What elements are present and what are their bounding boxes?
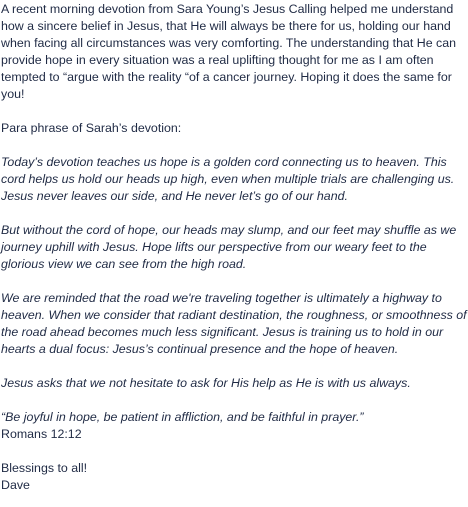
closing-line: Blessings to all! [1, 461, 88, 475]
devotion-paragraph-2: But without the cord of hope, our heads may slump, and our feet may shuffle as we journey uphill with Jesus. Hope lifts our perspective from our weary feet to the glorious view we can see from the high road. [1, 223, 457, 271]
spacer [1, 103, 467, 120]
intro-paragraph: A recent morning devotion from Sara Young’s Jesus Calling helped me understand how a sincere belief in Jesus, that He will always be there for us, holding our hand when facing all circumstances was very comforting. The understanding that He can provide hope in every situation was a real uplifting thought for me as I am often tempted to “argue with the reality “of a cancer journey. Hoping it does the same for you! [1, 2, 457, 101]
spacer [1, 273, 467, 290]
paraphrase-heading: Para phrase of Sarah’s devotion: [1, 121, 182, 135]
signature: Dave [1, 478, 30, 492]
devotion-paragraph-4: Jesus asks that we not hesitate to ask for His help as He is with us always. [1, 376, 411, 390]
spacer [1, 358, 467, 375]
devotion-paragraph-3: We are reminded that the road we're traveling together is ultimately a highway to heaven. When we consider that radiant destination, the roughness, or smoothness of the road ahead becomes much less significant. Jesus is training us to hold in our hearts a dual focus: Jesus’s continual presence and the hope of heaven. [1, 291, 467, 356]
verse-reference: Romans 12:12 [1, 427, 82, 441]
spacer [1, 205, 467, 222]
spacer [1, 137, 467, 154]
devotion-paragraph-1: Today’s devotion teaches us hope is a golden cord connecting us to heaven. This cord helps us hold our heads up high, even when multiple trials are challenging us. Jesus never leaves our side, and He never let’s go of our hand. [1, 155, 455, 203]
spacer [1, 392, 467, 409]
verse-quote: “Be joyful in hope, be patient in affliction, and be faithful in prayer.” [1, 410, 364, 424]
spacer [1, 443, 467, 460]
